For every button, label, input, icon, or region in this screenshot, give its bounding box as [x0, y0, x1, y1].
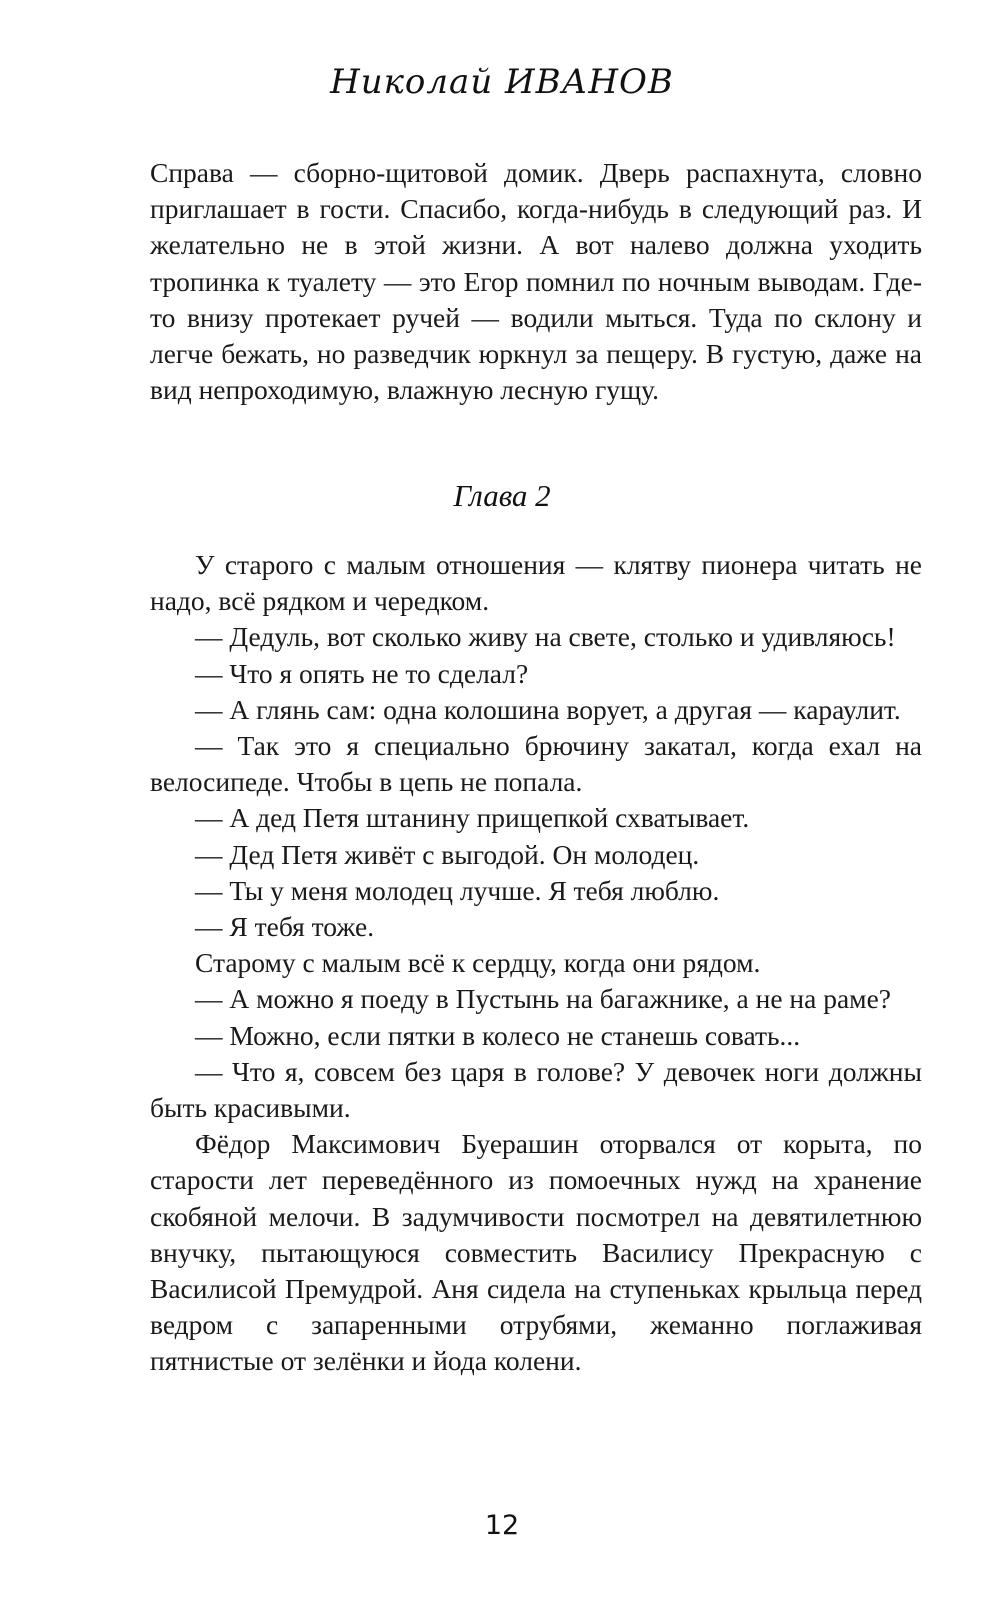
dialogue-line: — А можно я поеду в Пустынь на багажнике, а не на раме? — [195, 983, 891, 1015]
chapter-title: Глава 2 — [453, 478, 551, 513]
dialogue-line: — Можно, если пятки в колесо не станешь совать... — [195, 1019, 801, 1051]
dialogue-line: — Что я опять не то сделал? — [195, 657, 529, 689]
running-head-author: Николай ИВАНОВ — [330, 62, 674, 102]
intro-text-block — [150, 155, 922, 408]
page-number: 12 — [484, 1510, 520, 1541]
dialogue-line: — Что я, совсем без царя в голове? У девочек ноги должны быть красивыми. — [150, 1055, 922, 1124]
dialogue-line: — Так это я специально брючину закатал, когда ехал на велосипеде. Чтобы в цепь не попала. — [150, 730, 922, 798]
dialogue-line: — А дед Петя штанину прищепкой схватывает. — [195, 802, 750, 834]
paragraph: Старому с малым всё к сердцу, когда они рядом. — [195, 947, 761, 979]
dialogue-line: — Я тебя тоже. — [195, 911, 375, 943]
paragraph: Фёдор Максимович Буерашин оторвался от корыта, по старости лет переведённого из помоечных нужд на хранение скобяной мелочи. В задумчивости посмотрел на девятилетнюю внучку, пытающуюся совместить Василису Прекрасную с Василисой Премудрой. Аня сидела на ступеньках крыльца перед ведром с запаренными отрубями, жеманно поглаживая пятнистые от зелёнки и йода колени. — [150, 1128, 922, 1377]
paragraph: У старого с малым отношения — клятву пионера читать не надо, всё рядком и чередком. — [150, 549, 922, 617]
dialogue-line: — Дедуль, вот сколько живу на свете, столько и удивляюсь! — [195, 621, 896, 653]
paragraph: Справа — сборно-щитовой домик. Дверь распахнута, словно приглашает в гости. Спасибо, когда-нибудь в следующий раз. И желательно не в этой жизни. А вот налево должна уходить тропинка к туалету — это Егор помнил по ночным выводам. Где-то внизу протекает ручей — водили мыться. Туда по склону и легче бежать, но разведчик юркнул за пещеру. В густую, даже на вид непроходимую, влажную лесную гущу. — [150, 157, 922, 406]
dialogue-line: — Ты у меня молодец лучше. Я тебя люблю. — [195, 874, 720, 906]
dialogue-line: — А глянь сам: одна колошина ворует, а другая — караулит. — [195, 693, 901, 725]
dialogue-line: — Дед Петя живёт с выгодой. Он молодец. — [195, 838, 700, 870]
chapter-text-block — [150, 547, 922, 1380]
